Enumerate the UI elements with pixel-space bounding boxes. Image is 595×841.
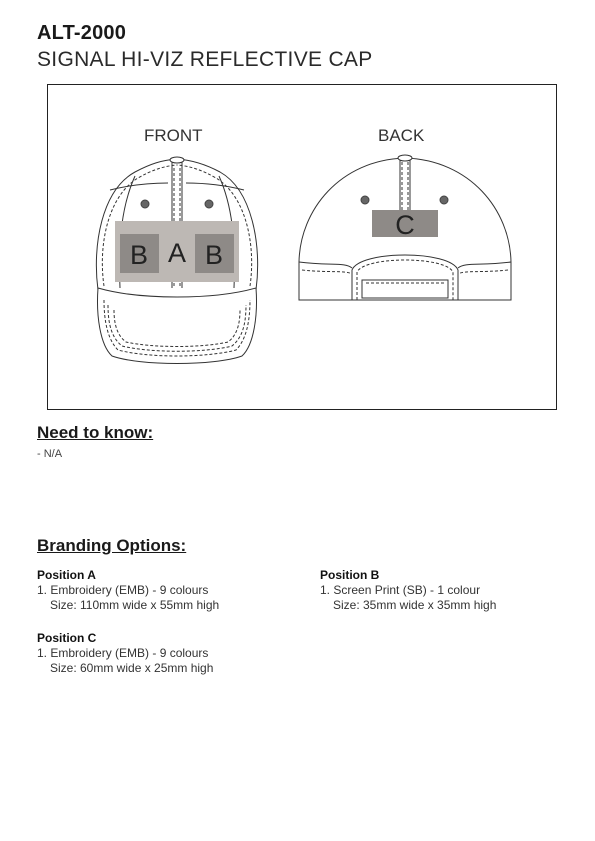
zone-a-label: A <box>167 238 187 268</box>
need-to-know-heading: Need to know: <box>37 423 154 442</box>
zone-c-label: C <box>395 210 415 240</box>
product-name: SIGNAL HI-VIZ REFLECTIVE CAP <box>37 48 373 71</box>
front-view-label: FRONT <box>144 126 203 145</box>
position-a-method: 1. Embroidery (EMB) - 9 colours <box>37 583 209 597</box>
position-a-block <box>37 568 219 613</box>
position-b-title: Position B <box>320 568 380 582</box>
position-b-block <box>320 568 496 613</box>
position-b-size: Size: 35mm wide x 35mm high <box>333 598 497 612</box>
position-b-method: 1. Screen Print (SB) - 1 colour <box>320 583 481 597</box>
zone-b-left-label: B <box>129 240 149 270</box>
back-view-label: BACK <box>378 126 425 145</box>
need-to-know-text: - N/A <box>37 448 63 460</box>
position-c-title: Position C <box>37 631 97 645</box>
product-code: ALT-2000 <box>37 22 127 44</box>
position-c-method: 1. Embroidery (EMB) - 9 colours <box>37 646 209 660</box>
zone-b-right-label: B <box>204 240 224 270</box>
position-a-size: Size: 110mm wide x 55mm high <box>50 598 220 612</box>
position-a-title: Position A <box>37 568 96 582</box>
position-c-block <box>37 631 213 676</box>
branding-options-heading: Branding Options: <box>37 536 187 555</box>
position-c-size: Size: 60mm wide x 25mm high <box>50 661 214 675</box>
